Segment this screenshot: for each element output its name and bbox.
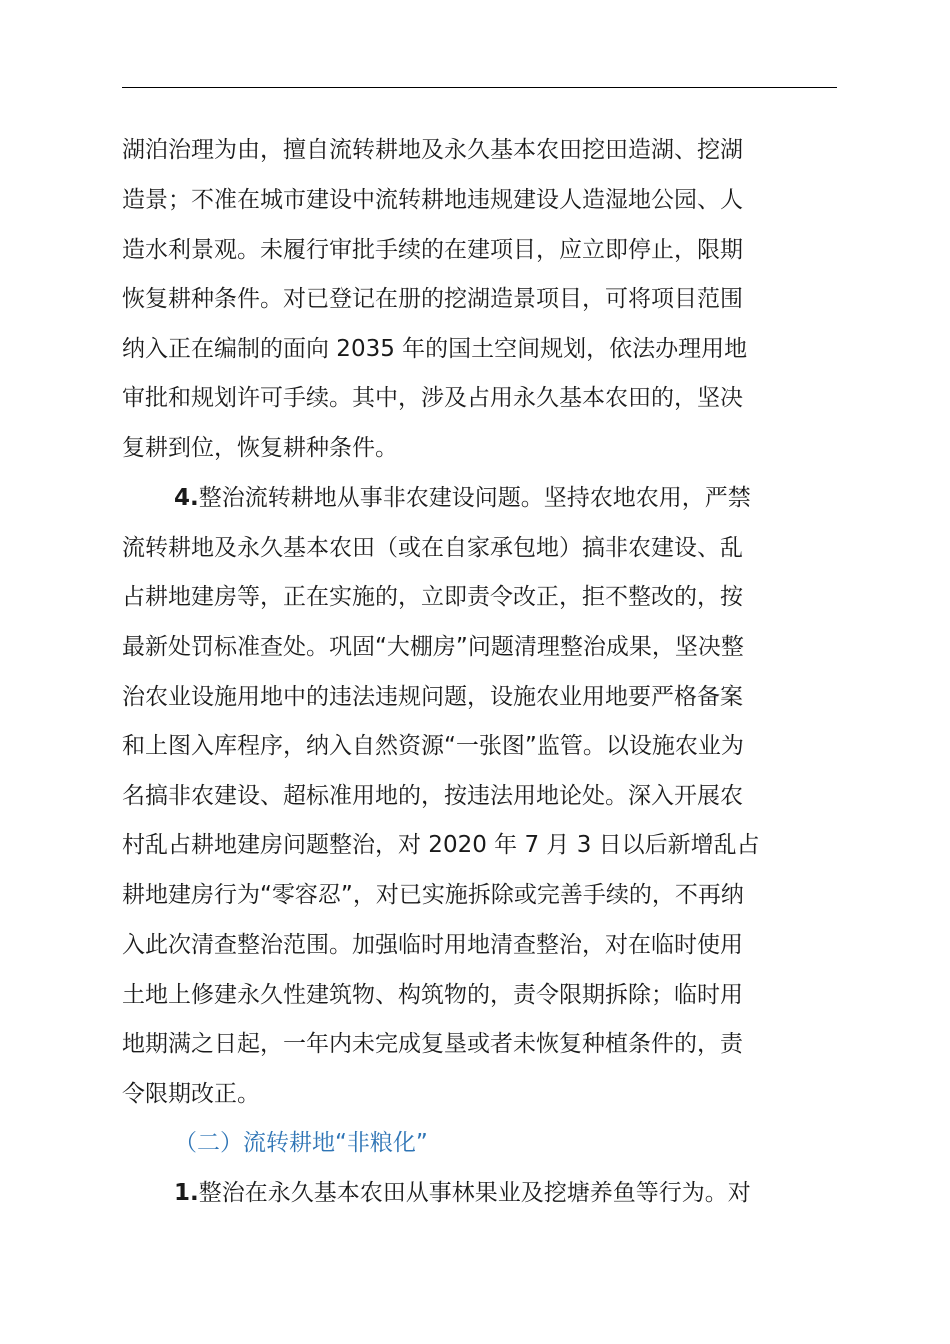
item-number: 4.	[174, 485, 199, 511]
text-line: 治农业设施用地中的违法违规问题，设施农业用地要严格备案	[122, 684, 743, 710]
text-line: 最新处罚标准查处。巩固“大棚房”问题清理整治成果，坚决整	[122, 634, 744, 660]
text-line: 名搞非农建设、超标准用地的，按违法用地论处。深入开展农	[122, 783, 743, 809]
text-line: 造水利景观。未履行审批手续的在建项目，应立即停止，限期	[122, 237, 743, 263]
text-span: 整治在永久基本农田从事林果业及挖塘养鱼等行为。对	[198, 1180, 751, 1206]
text-span: 整治流转耕地从事非农建设问题。坚持农地农用，严禁	[198, 485, 751, 511]
item-number: 1.	[174, 1180, 199, 1206]
text-line: 和上图入库程序，纳入自然资源“一张图”监管。以设施农业为	[122, 733, 744, 759]
text-line: 令限期改正。	[122, 1081, 260, 1107]
text-line: 占耕地建房等，正在实施的，立即责令改正，拒不整改的，按	[122, 584, 743, 610]
text-line: 恢复耕种条件。对已登记在册的挖湖造景项目，可将项目范围	[122, 286, 743, 312]
text-line: 地期满之日起，一年内未完成复垦或者未恢复种植条件的，责	[122, 1031, 743, 1057]
text-line: 造景；不准在城市建设中流转耕地违规建设人造湿地公园、人	[122, 187, 743, 213]
text-line: 湖泊治理为由，擅自流转耕地及永久基本农田挖田造湖、挖湖	[122, 137, 743, 163]
text-line: 审批和规划许可手续。其中，涉及占用永久基本农田的，坚决	[122, 385, 743, 411]
text-line: 耕地建房行为“零容忍”，对已实施拆除或完善手续的，不再纳	[122, 882, 744, 908]
text-line: 流转耕地及永久基本农田（或在自家承包地）搞非农建设、乱	[122, 535, 743, 561]
text-line: 入此次清查整治范围。加强临时用地清查整治，对在临时使用	[122, 932, 743, 958]
item-4-first-line	[122, 483, 837, 513]
section-heading: （二）流转耕地“非粮化”	[174, 1130, 428, 1156]
item-1-first-line	[122, 1178, 837, 1208]
text-line: 复耕到位，恢复耕种条件。	[122, 435, 398, 461]
text-line: 村乱占耕地建房问题整治，对 2020 年 7 月 3 日以后新增乱占	[122, 832, 760, 858]
text-line: 土地上修建永久性建筑物、构筑物的，责令限期拆除；临时用	[122, 982, 743, 1008]
header-rule	[122, 87, 837, 88]
text-line: 纳入正在编制的面向 2035 年的国土空间规划，依法办理用地	[122, 336, 748, 362]
